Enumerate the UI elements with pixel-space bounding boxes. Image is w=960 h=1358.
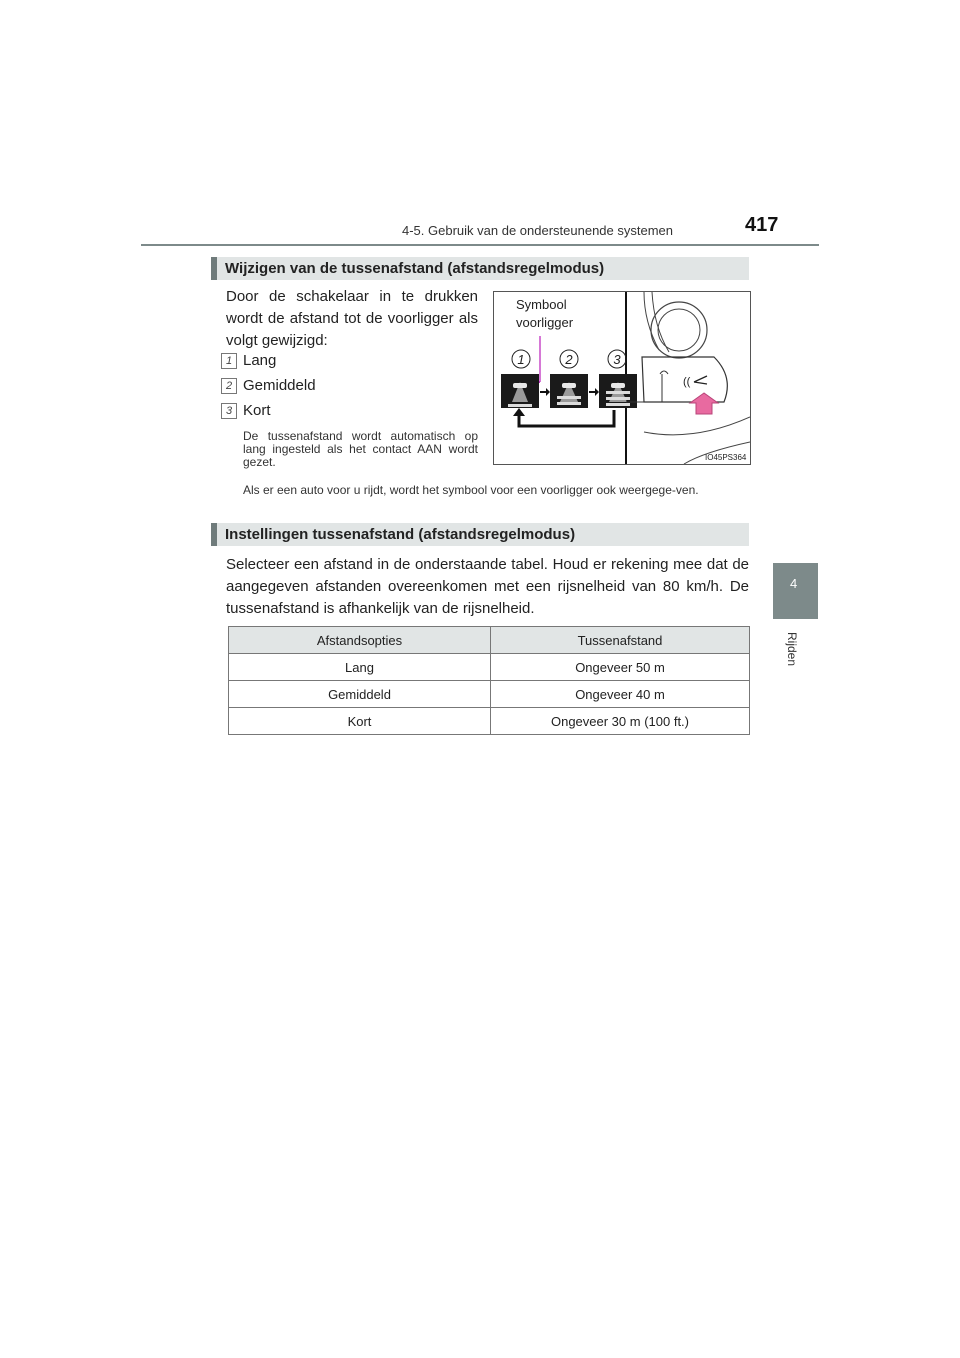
section-intro: Door de schakelaar in te drukken wordt de afstand tot de voorligger als volgt gewijzigd:	[226, 288, 478, 349]
note-auto-long: De tussenafstand wordt automatisch op lang ingesteld als het contact AAN wordt gezet.	[243, 429, 478, 469]
callout-label: Symbool	[516, 297, 567, 312]
item-label: Lang	[243, 352, 277, 369]
display-step-label: 1	[517, 352, 525, 367]
table-row	[229, 654, 750, 681]
table-cell: Ongeveer 40 m	[491, 681, 750, 708]
section-intro: Selecteer een afstand in de onderstaande tabel. Houd er rekening mee dat de aangegeven afstanden overeenkomen met een rijsnelheid van 80 km/h. De tussenafstand is afhankelijk van de rijsnelheid.	[226, 556, 749, 617]
callout-label: voorligger	[516, 315, 574, 330]
item-label: Kort	[243, 402, 271, 419]
column-header: Afstandsopties	[229, 627, 491, 654]
table-row	[229, 681, 750, 708]
distance-options-table	[228, 626, 750, 735]
distance-switch-illustration	[493, 291, 751, 465]
display-icon	[599, 374, 637, 408]
chapter-tab	[773, 563, 818, 619]
table-header-row	[229, 627, 750, 654]
display-step-label: 3	[613, 352, 621, 367]
header-divider	[141, 244, 819, 246]
section-title: Wijzigen van de tussenafstand (afstandsregelmodus)	[225, 260, 605, 277]
item-number-badge: 1	[221, 353, 237, 369]
section-title: Instellingen tussenafstand (afstandsregelmodus)	[225, 526, 576, 543]
page-number: 417	[745, 214, 779, 236]
chapter-label: Rijden	[785, 632, 799, 667]
heading-bar	[211, 257, 217, 280]
chapter-number: 4	[790, 576, 798, 591]
display-icon	[550, 374, 588, 408]
table-cell: Ongeveer 50 m	[491, 654, 750, 681]
section-heading-distance-settings	[211, 523, 749, 546]
column-header: Tussenafstand	[491, 627, 750, 654]
section-heading-distance-change	[211, 257, 749, 280]
display-icon	[501, 374, 539, 408]
display-step-label: 2	[565, 352, 573, 367]
table-cell: Kort	[229, 708, 491, 735]
table-cell: Lang	[229, 654, 491, 681]
item-label: Gemiddeld	[243, 377, 316, 394]
illustration-graphic	[494, 292, 750, 464]
running-header: 4-5. Gebruik van de ondersteunende systemen	[402, 223, 674, 238]
figure-code: IO45PS364	[705, 453, 747, 462]
table-cell: Gemiddeld	[229, 681, 491, 708]
item-number-badge: 3	[221, 403, 237, 419]
table-row	[229, 708, 750, 735]
svg-text:((: ((	[683, 376, 691, 388]
table-cell: Ongeveer 30 m (100 ft.)	[491, 708, 750, 735]
heading-bar	[211, 523, 217, 546]
note-preceding-vehicle: Als er een auto voor u rijdt, wordt het symbool voor een voorligger ook weergege-ven.	[243, 483, 699, 497]
item-number-badge: 2	[221, 378, 237, 394]
